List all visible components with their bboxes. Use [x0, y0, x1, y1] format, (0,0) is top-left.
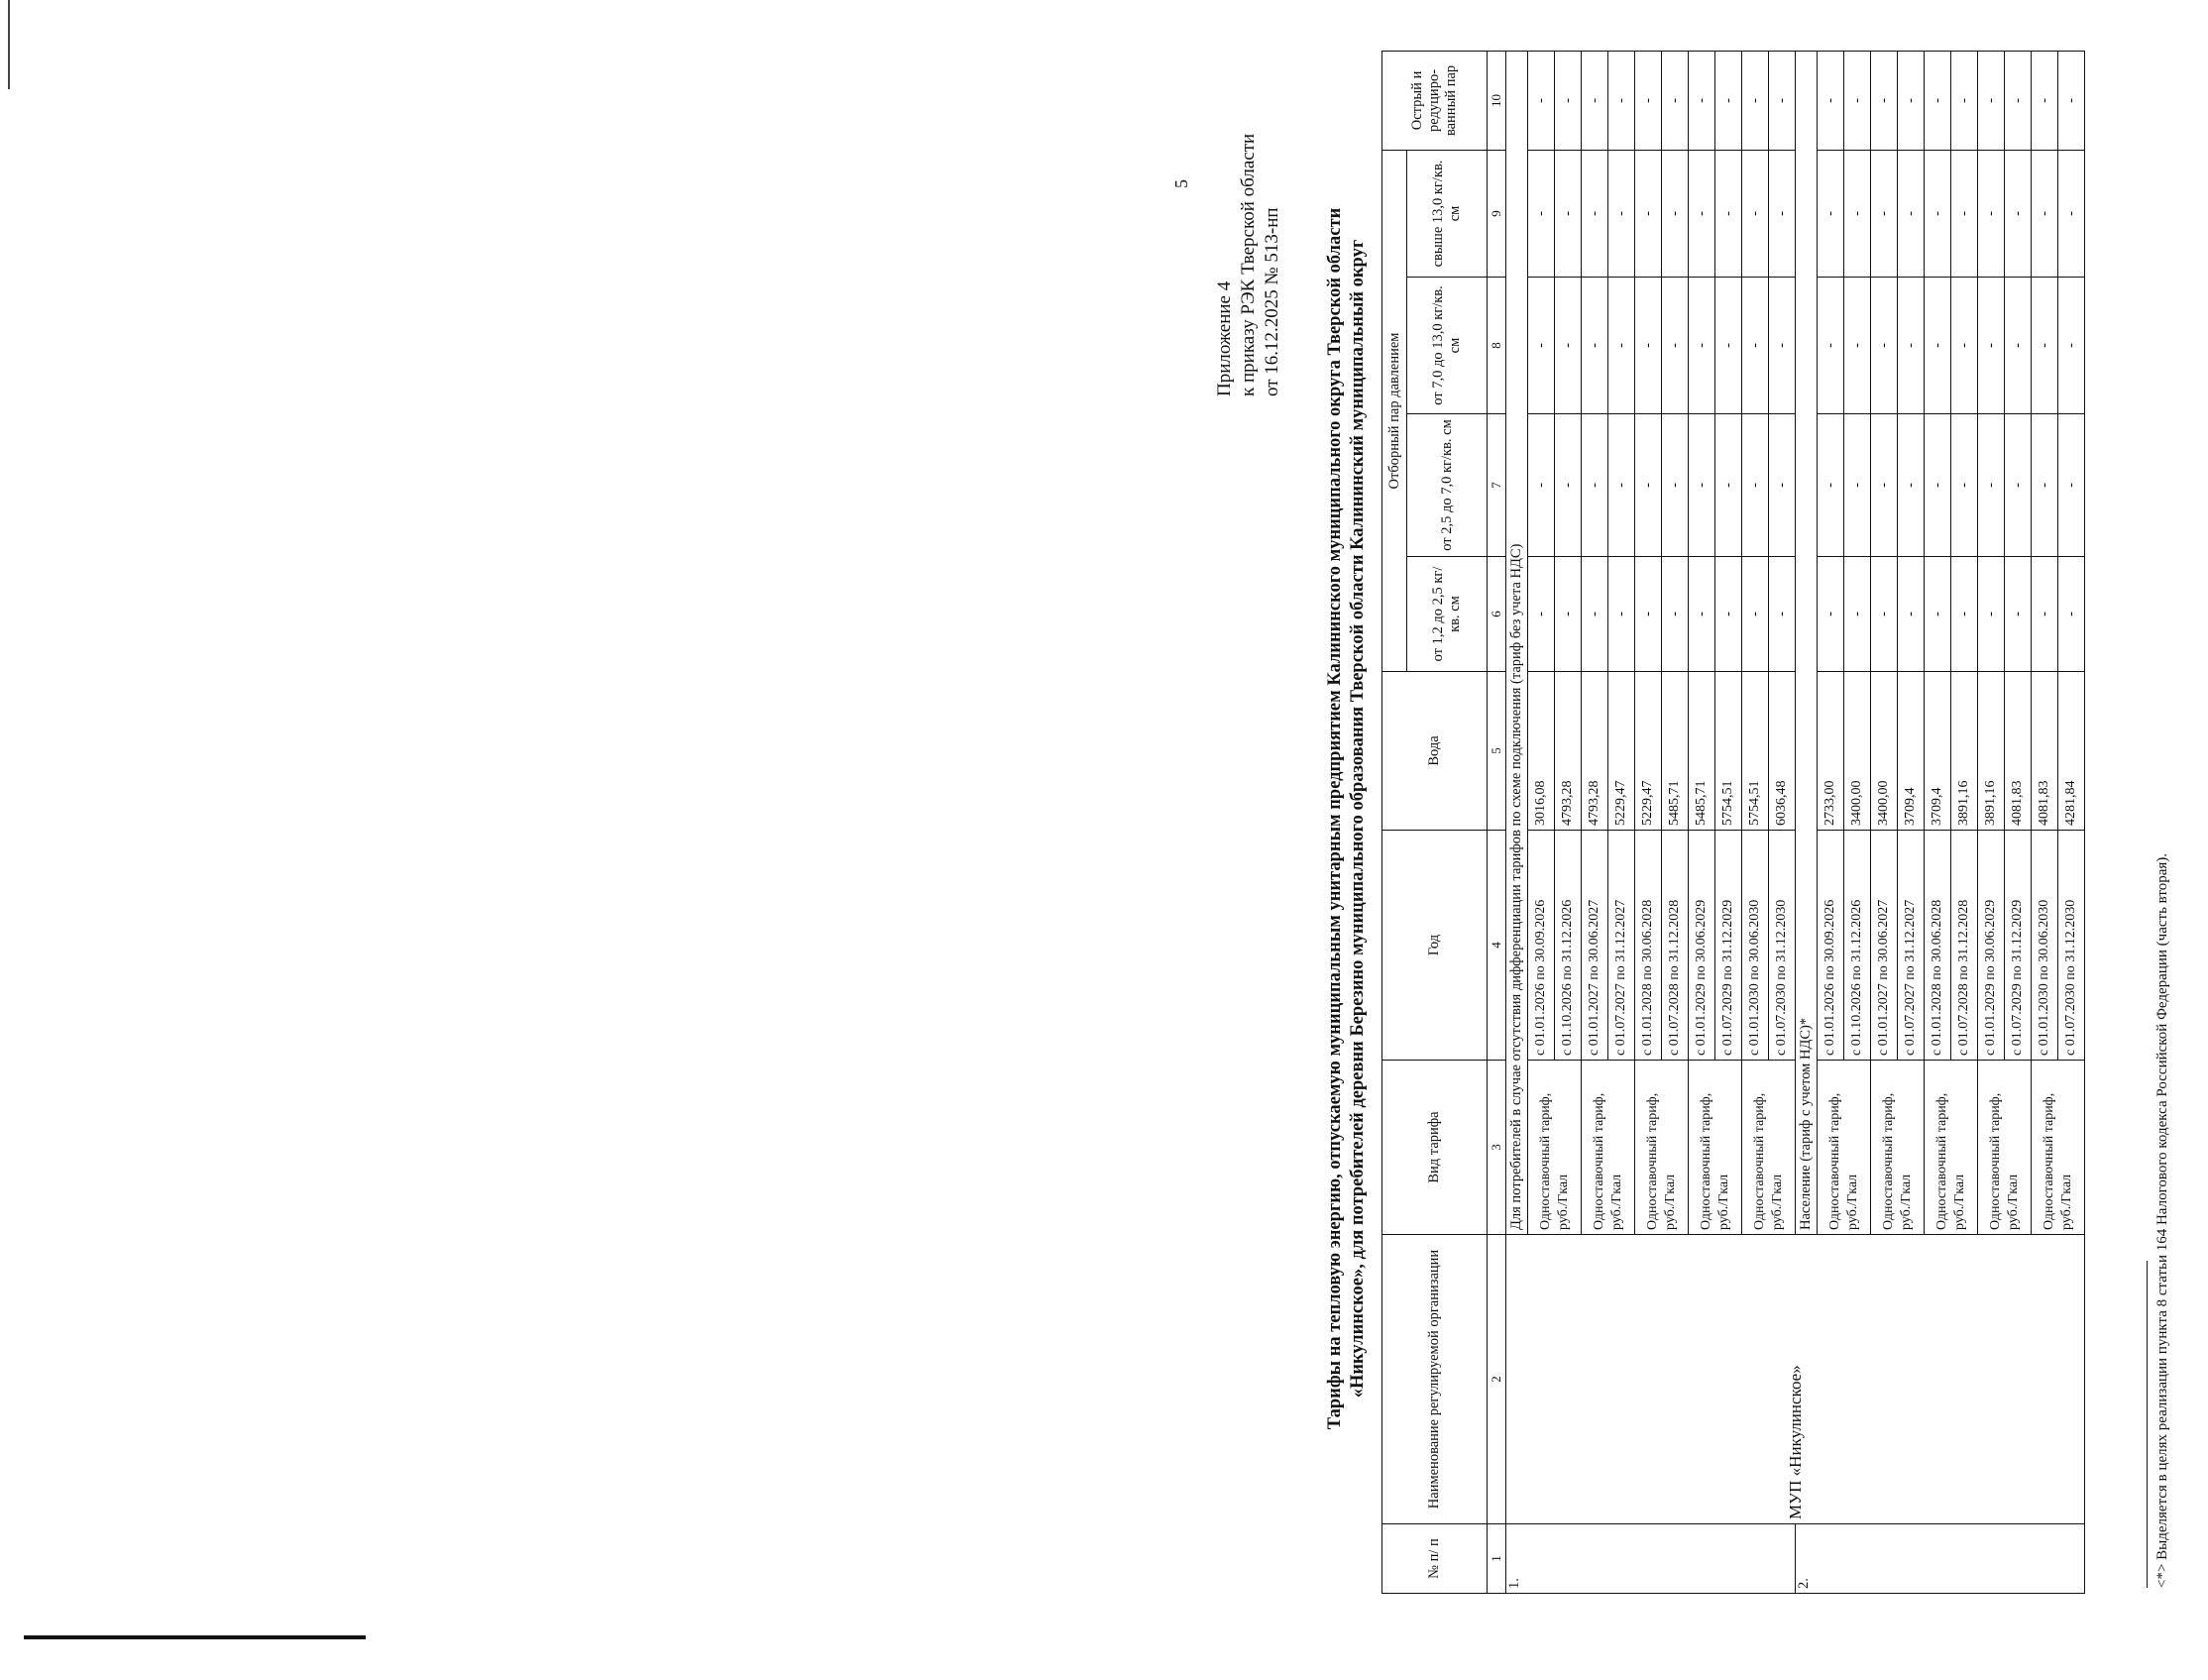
empty-value-dash: - — [1635, 278, 1662, 414]
empty-value-dash: - — [1689, 51, 1715, 150]
header-water: Вода — [1382, 672, 1488, 831]
empty-value-dash: - — [1742, 150, 1769, 277]
empty-value-dash: - — [1978, 557, 2005, 672]
tariff-period: с 01.01.2030 по 30.06.2030 — [1742, 831, 1769, 1061]
empty-value-dash: - — [1689, 278, 1715, 414]
tariff-kind: Одноставочный тариф, руб./Гкал — [1978, 1061, 2032, 1235]
tariff-period: с 01.10.2026 по 31.12.2026 — [1844, 831, 1871, 1061]
empty-value-dash: - — [2032, 51, 2058, 150]
tariff-table-body — [1488, 51, 2085, 1593]
water-tariff-value: 5754,51 — [1742, 672, 1769, 831]
header-sharp-steam: Острый и редуциро-ванный пар — [1382, 51, 1488, 150]
empty-value-dash: - — [2032, 414, 2058, 557]
empty-value-dash: - — [1608, 557, 1635, 672]
header-year: Год — [1382, 831, 1488, 1061]
empty-value-dash: - — [1608, 414, 1635, 557]
empty-value-dash: - — [1715, 278, 1742, 414]
scan-edge-line — [8, 0, 10, 89]
tariff-kind: Одноставочный тариф, руб./Гкал — [1635, 1061, 1689, 1235]
header-pressure-4: свыше 13,0 кг/кв. см — [1407, 150, 1488, 277]
empty-value-dash: - — [1871, 557, 1898, 672]
tariff-period: с 01.07.2030 по 31.12.2030 — [2058, 831, 2085, 1061]
water-tariff-value: 5229,47 — [1635, 672, 1662, 831]
empty-value-dash: - — [1898, 414, 1925, 557]
col-number: 3 — [1488, 1061, 1506, 1235]
empty-value-dash: - — [2032, 150, 2058, 277]
footnote-rule — [2147, 1261, 2148, 1588]
column-number-row — [1488, 51, 1506, 1593]
empty-value-dash: - — [1871, 278, 1898, 414]
empty-value-dash: - — [1742, 414, 1769, 557]
empty-value-dash: - — [1528, 278, 1555, 414]
tariff-period: с 01.01.2027 по 30.06.2027 — [1871, 831, 1898, 1061]
empty-value-dash: - — [1715, 150, 1742, 277]
empty-value-dash: - — [1769, 150, 1796, 277]
empty-value-dash: - — [2058, 51, 2085, 150]
empty-value-dash: - — [1608, 278, 1635, 414]
empty-value-dash: - — [2005, 150, 2032, 277]
header-num: № п/ п — [1382, 1524, 1488, 1594]
tariff-period: с 01.07.2027 по 31.12.2027 — [1608, 831, 1635, 1061]
empty-value-dash: - — [1951, 557, 1978, 672]
empty-value-dash: - — [1871, 51, 1898, 150]
tariff-table — [1381, 51, 2085, 1594]
empty-value-dash: - — [2058, 557, 2085, 672]
empty-value-dash: - — [1662, 278, 1689, 414]
water-tariff-value: 4281,84 — [2058, 672, 2085, 831]
header-pressure-2: от 2,5 до 7,0 кг/кв. см — [1407, 414, 1488, 557]
empty-value-dash: - — [1951, 414, 1978, 557]
empty-value-dash: - — [1898, 557, 1925, 672]
tariff-period: с 01.01.2029 по 30.06.2029 — [1689, 831, 1715, 1061]
empty-value-dash: - — [1582, 557, 1608, 672]
empty-value-dash: - — [1742, 51, 1769, 150]
appendix-line-3: от 16.12.2025 № 513-нп — [1262, 207, 1282, 396]
empty-value-dash: - — [2032, 278, 2058, 414]
water-tariff-value: 4081,83 — [2032, 672, 2058, 831]
empty-value-dash: - — [1715, 557, 1742, 672]
empty-value-dash: - — [1978, 278, 2005, 414]
empty-value-dash: - — [1898, 278, 1925, 414]
col-number: 8 — [1488, 278, 1506, 414]
empty-value-dash: - — [1555, 414, 1582, 557]
section-label: Население (тариф с учетом НДС)* — [1796, 51, 1818, 1234]
empty-value-dash: - — [1582, 414, 1608, 557]
tariff-kind: Одноставочный тариф, руб./Гкал — [1742, 1061, 1796, 1235]
empty-value-dash: - — [1742, 557, 1769, 672]
empty-value-dash: - — [1689, 150, 1715, 277]
empty-value-dash: - — [1555, 557, 1582, 672]
empty-value-dash: - — [1844, 278, 1871, 414]
water-tariff-value: 5754,51 — [1715, 672, 1742, 831]
empty-value-dash: - — [1769, 51, 1796, 150]
empty-value-dash: - — [1769, 278, 1796, 414]
empty-value-dash: - — [1871, 150, 1898, 277]
empty-value-dash: - — [1582, 150, 1608, 277]
empty-value-dash: - — [1635, 51, 1662, 150]
empty-value-dash: - — [1715, 51, 1742, 150]
empty-value-dash: - — [1844, 557, 1871, 672]
empty-value-dash: - — [1925, 51, 1951, 150]
water-tariff-value: 5485,71 — [1662, 672, 1689, 831]
tariff-kind: Одноставочный тариф, руб./Гкал — [1925, 1061, 1978, 1235]
empty-value-dash: - — [2058, 150, 2085, 277]
col-number: 5 — [1488, 672, 1506, 831]
col-number: 9 — [1488, 150, 1506, 277]
empty-value-dash: - — [1925, 557, 1951, 672]
empty-value-dash: - — [1978, 414, 2005, 557]
tariff-kind: Одноставочный тариф, руб./Гкал — [1818, 1061, 1871, 1235]
empty-value-dash: - — [1689, 414, 1715, 557]
empty-value-dash: - — [2005, 278, 2032, 414]
tariff-period: с 01.01.2026 по 30.09.2026 — [1528, 831, 1555, 1061]
water-tariff-value: 2733,00 — [1818, 672, 1844, 831]
empty-value-dash: - — [2005, 557, 2032, 672]
empty-value-dash: - — [1818, 150, 1844, 277]
empty-value-dash: - — [1925, 278, 1951, 414]
empty-value-dash: - — [1818, 557, 1844, 672]
footnote: <*> Выделяется в целях реализации пункта 8 статьи 164 Налогового кодекса Российской Федерации (часть вторая). — [2154, 852, 2170, 1588]
tariff-period: с 01.07.2028 по 31.12.2028 — [1662, 831, 1689, 1061]
empty-value-dash: - — [1555, 278, 1582, 414]
tariff-period: с 01.07.2029 по 31.12.2029 — [2005, 831, 2032, 1061]
section-number: 2. — [1796, 1524, 2085, 1594]
empty-value-dash: - — [2058, 414, 2085, 557]
empty-value-dash: - — [2005, 51, 2032, 150]
empty-value-dash: - — [1689, 557, 1715, 672]
tariff-kind: Одноставочный тариф, руб./Гкал — [1582, 1061, 1635, 1235]
tariff-kind: Одноставочный тариф, руб./Гкал — [2032, 1061, 2085, 1235]
header-org: Наименование регулируемой организации — [1382, 1235, 1488, 1524]
water-tariff-value: 3016,08 — [1528, 672, 1555, 831]
appendix-block — [1213, 134, 1284, 396]
empty-value-dash: - — [1662, 414, 1689, 557]
tariff-period: с 01.07.2028 по 31.12.2028 — [1951, 831, 1978, 1061]
col-number: 6 — [1488, 557, 1506, 672]
water-tariff-value: 3709,4 — [1898, 672, 1925, 831]
tariff-period: с 01.07.2029 по 31.12.2029 — [1715, 831, 1742, 1061]
empty-value-dash: - — [1662, 51, 1689, 150]
tariff-period: с 01.01.2030 по 30.06.2030 — [2032, 831, 2058, 1061]
organization-name: МУП «Никулинское» — [1506, 1235, 2085, 1524]
col-number: 4 — [1488, 831, 1506, 1061]
tariff-kind: Одноставочный тариф, руб./Гкал — [1689, 1061, 1742, 1235]
col-number: 1 — [1488, 1524, 1506, 1594]
empty-value-dash: - — [1528, 557, 1555, 672]
tariff-kind: Одноставочный тариф, руб./Гкал — [1871, 1061, 1925, 1235]
water-tariff-value: 3709,4 — [1925, 672, 1951, 831]
document-title — [1324, 46, 1370, 1592]
header-pressure-1: от 1,2 до 2,5 кг/кв. см — [1407, 557, 1488, 672]
empty-value-dash: - — [1608, 150, 1635, 277]
empty-value-dash: - — [1844, 150, 1871, 277]
empty-value-dash: - — [1818, 51, 1844, 150]
empty-value-dash: - — [1898, 51, 1925, 150]
water-tariff-value: 3891,16 — [1951, 672, 1978, 831]
empty-value-dash: - — [1844, 51, 1871, 150]
water-tariff-value: 3400,00 — [1844, 672, 1871, 831]
water-tariff-value: 5485,71 — [1689, 672, 1715, 831]
title-line-2: «Никулинское», для потребителей деревни Березино муниципального образования Тверской области Калининский муниципальный округ — [1348, 239, 1368, 1399]
header-steam-group: Отборный пар давлением — [1382, 150, 1407, 671]
empty-value-dash: - — [1528, 150, 1555, 277]
col-number: 7 — [1488, 414, 1506, 557]
empty-value-dash: - — [1844, 414, 1871, 557]
tariff-period: с 01.01.2028 по 30.06.2028 — [1635, 831, 1662, 1061]
empty-value-dash: - — [1925, 414, 1951, 557]
appendix-line-1: Приложение 4 — [1214, 280, 1235, 396]
empty-value-dash: - — [1528, 414, 1555, 557]
water-tariff-value: 5229,47 — [1608, 672, 1635, 831]
tariff-kind: Одноставочный тариф, руб./Гкал — [1528, 1061, 1582, 1235]
section-row — [1506, 51, 1528, 1593]
empty-value-dash: - — [2058, 278, 2085, 414]
water-tariff-value: 4081,83 — [2005, 672, 2032, 831]
tariff-period: с 01.01.2029 по 30.06.2029 — [1978, 831, 2005, 1061]
tariff-period: с 01.07.2027 по 31.12.2027 — [1898, 831, 1925, 1061]
empty-value-dash: - — [2005, 414, 2032, 557]
empty-value-dash: - — [1978, 150, 2005, 277]
empty-value-dash: - — [2032, 557, 2058, 672]
empty-value-dash: - — [1898, 150, 1925, 277]
rotated-document-page — [1138, 30, 2208, 1616]
header-kind: Вид тарифа — [1382, 1061, 1488, 1235]
empty-value-dash: - — [1951, 51, 1978, 150]
empty-value-dash: - — [1715, 414, 1742, 557]
empty-value-dash: - — [1818, 414, 1844, 557]
title-line-1: Тарифы на тепловую энергию, отпускаемую муниципальным унитарным предприятием Калининского муниципального округа Тверской области — [1325, 207, 1345, 1430]
tariff-period: с 01.07.2030 по 31.12.2030 — [1769, 831, 1796, 1061]
scan-bottom-bar — [24, 1635, 366, 1639]
empty-value-dash: - — [1925, 150, 1951, 277]
empty-value-dash: - — [1555, 150, 1582, 277]
empty-value-dash: - — [1635, 557, 1662, 672]
empty-value-dash: - — [1769, 557, 1796, 672]
empty-value-dash: - — [1978, 51, 2005, 150]
empty-value-dash: - — [1582, 278, 1608, 414]
appendix-line-2: к приказу РЭК Тверской области — [1238, 133, 1259, 396]
empty-value-dash: - — [1608, 51, 1635, 150]
water-tariff-value: 6036,48 — [1769, 672, 1796, 831]
tariff-period: с 01.01.2026 по 30.09.2026 — [1818, 831, 1844, 1061]
empty-value-dash: - — [1742, 278, 1769, 414]
empty-value-dash: - — [1528, 51, 1555, 150]
water-tariff-value: 3400,00 — [1871, 672, 1898, 831]
empty-value-dash: - — [1662, 150, 1689, 277]
empty-value-dash: - — [1635, 414, 1662, 557]
empty-value-dash: - — [1662, 557, 1689, 672]
tariff-period: с 01.01.2027 по 30.06.2027 — [1582, 831, 1608, 1061]
water-tariff-value: 3891,16 — [1978, 672, 2005, 831]
water-tariff-value: 4793,28 — [1555, 672, 1582, 831]
empty-value-dash: - — [1582, 51, 1608, 150]
water-tariff-value: 4793,28 — [1582, 672, 1608, 831]
empty-value-dash: - — [1769, 414, 1796, 557]
col-number: 10 — [1488, 51, 1506, 150]
section-number: 1. — [1506, 1524, 1796, 1594]
empty-value-dash: - — [1635, 150, 1662, 277]
empty-value-dash: - — [1818, 278, 1844, 414]
col-number: 2 — [1488, 1235, 1506, 1524]
tariff-period: с 01.01.2028 по 30.06.2028 — [1925, 831, 1951, 1061]
page-number: 5 — [1171, 179, 1191, 188]
section-label: Для потребителей в случае отсутствия дифференциации тарифов по схеме подключения (тариф без учета НДС) — [1506, 51, 1528, 1234]
empty-value-dash: - — [1871, 414, 1898, 557]
header-pressure-3: от 7,0 до 13,0 кг/кв. см — [1407, 278, 1488, 414]
empty-value-dash: - — [1951, 150, 1978, 277]
empty-value-dash: - — [1951, 278, 1978, 414]
empty-value-dash: - — [1555, 51, 1582, 150]
tariff-period: с 01.10.2026 по 31.12.2026 — [1555, 831, 1582, 1061]
